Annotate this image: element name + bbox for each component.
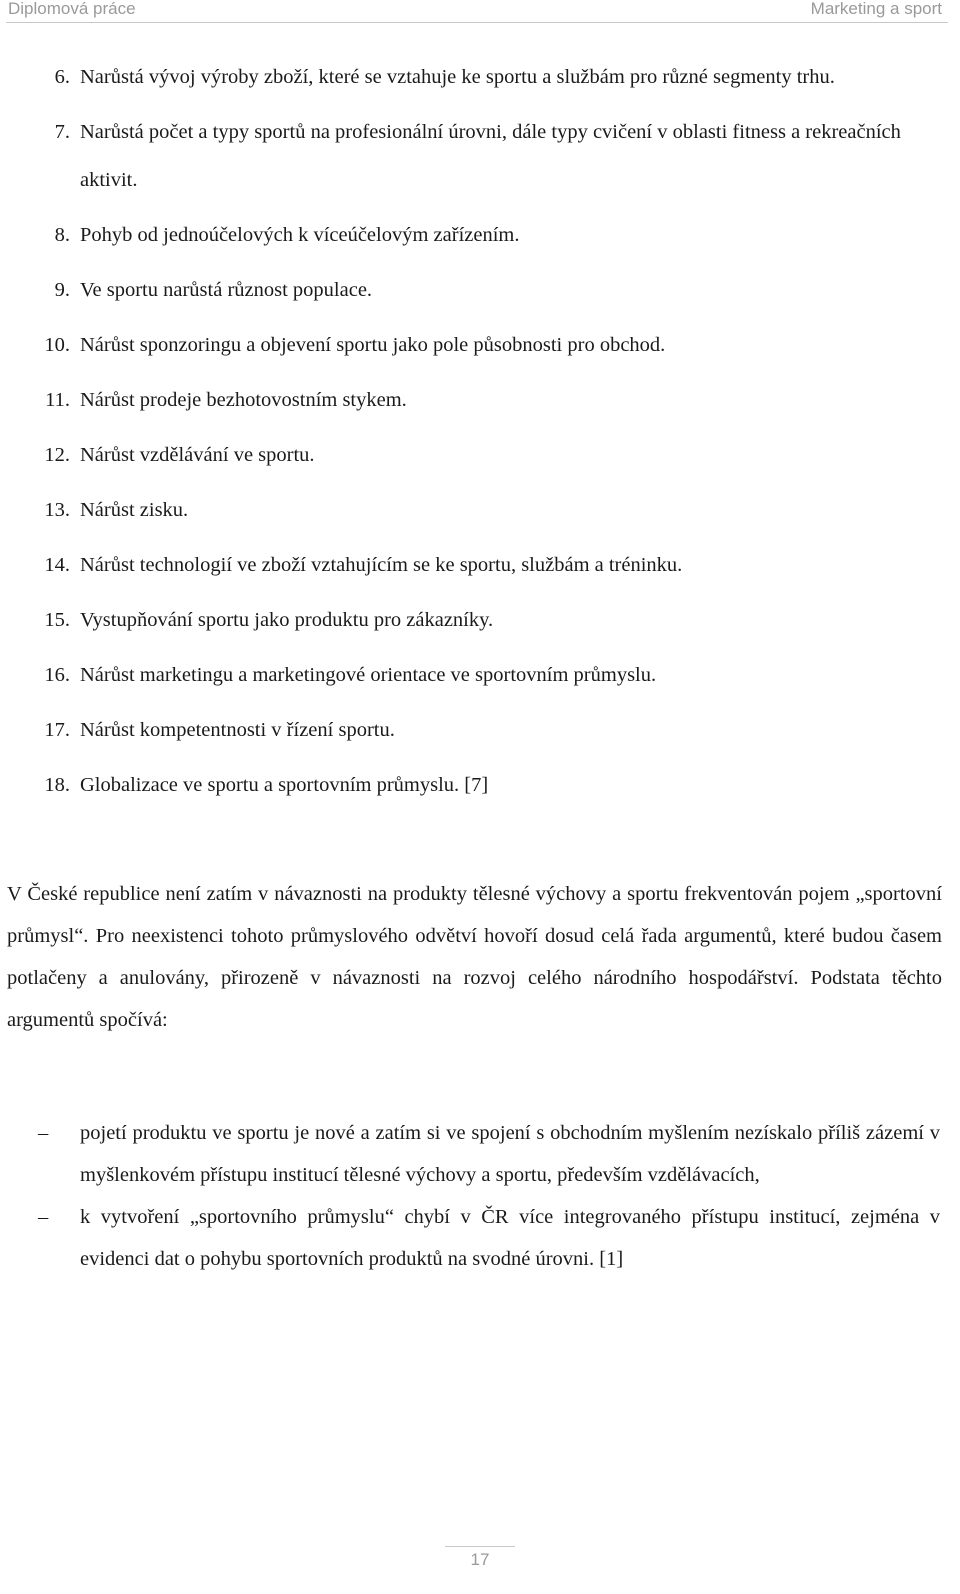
header-chapter-title: Marketing a sport xyxy=(810,0,942,18)
list-item-number: 15. xyxy=(44,609,70,631)
list-item-number: 10. xyxy=(44,334,70,356)
dash-list-item xyxy=(0,1196,940,1280)
list-item-text: Nárůst zisku. xyxy=(80,499,189,521)
list-item-text: Narůstá počet a typy sportů na profesionální úrovni, dále typy cvičení v oblasti fitness a rekreačních aktivit. xyxy=(80,121,901,191)
list-item-text: Nárůst sponzoringu a objevení sportu jako pole působnosti pro obchod. xyxy=(80,334,666,356)
list-item-text: Nárůst kompetentnosti v řízení sportu. xyxy=(80,719,395,741)
list-item-number: 13. xyxy=(44,499,70,521)
list-item-text: Nárůst vzdělávání ve sportu. xyxy=(80,444,315,466)
body-paragraph: V České republice není zatím v návaznosti na produkty tělesné výchovy a sportu frekventován pojem „sportovní průmysl“. Pro neexistenci tohoto průmyslového odvětví hovoří dosud celá řada argumentů, které budou časem potlačeny a anulovány, přirozeně v návaznosti na rozvoj celého národního hospodářství. Podstata těchto argumentů spočívá: xyxy=(7,883,942,1031)
list-item-number: 18. xyxy=(44,774,70,796)
list-item-number: 12. xyxy=(44,444,70,466)
list-item xyxy=(0,266,910,314)
running-header xyxy=(6,0,948,23)
list-item xyxy=(0,108,910,204)
list-item xyxy=(0,53,910,101)
list-item-text: Pohyb od jednoúčelových k víceúčelovým zařízením. xyxy=(80,224,520,246)
list-item xyxy=(0,596,910,644)
list-item-number: 8. xyxy=(54,224,70,246)
list-item-text: Nárůst technologií ve zboží vztahujícím se ke sportu, službám a tréninku. xyxy=(80,554,683,576)
list-item-text: Nárůst prodeje bezhotovostním stykem. xyxy=(80,389,407,411)
list-item xyxy=(0,706,910,754)
dash-marker: – xyxy=(38,1122,49,1144)
page-number: 17 xyxy=(470,1550,490,1569)
dash-marker: – xyxy=(38,1206,49,1228)
list-item-number: 7. xyxy=(54,121,70,143)
list-item xyxy=(0,541,910,589)
page-number-rule xyxy=(445,1546,515,1547)
list-item-number: 14. xyxy=(44,554,70,576)
list-item xyxy=(0,321,910,369)
list-item-text: Nárůst marketingu a marketingové orientace ve sportovním průmyslu. xyxy=(80,664,657,686)
dash-list-item-text: k vytvoření „sportovního průmyslu“ chybí v ČR více integrovaného přístupu institucí, zejména v evidenci dat o pohybu sportovních produktů na svodné úrovni. [1] xyxy=(80,1206,940,1270)
list-item xyxy=(0,761,910,809)
list-item xyxy=(0,486,910,534)
list-item-text: Globalizace ve sportu a sportovním průmyslu. [7] xyxy=(80,774,489,796)
dash-list xyxy=(0,1112,940,1280)
list-item-number: 17. xyxy=(44,719,70,741)
list-item xyxy=(0,651,910,699)
list-item-number: 16. xyxy=(44,664,70,686)
list-item-text: Vystupňování sportu jako produktu pro zákazníky. xyxy=(80,609,494,631)
list-item-number: 9. xyxy=(54,279,70,301)
list-item-text: Ve sportu narůstá různost populace. xyxy=(80,279,373,301)
list-item-number: 11. xyxy=(45,389,70,411)
header-document-type: Diplomová práce xyxy=(8,0,136,18)
numbered-list xyxy=(0,53,940,816)
list-item xyxy=(0,211,910,259)
list-item xyxy=(0,376,910,424)
list-item-text: Narůstá vývoj výroby zboží, které se vztahuje ke sportu a službám pro různé segmenty trhu. xyxy=(80,66,835,88)
list-item-number: 6. xyxy=(54,66,70,88)
dash-list-item xyxy=(0,1112,940,1196)
list-item xyxy=(0,431,910,479)
dash-list-item-text: pojetí produktu ve sportu je nové a zatím si ve spojení s obchodním myšlením nezískalo příliš zázemí v myšlenkovém přístupu institucí tělesné výchovy a sportu, především vzdělávacích, xyxy=(80,1122,940,1186)
